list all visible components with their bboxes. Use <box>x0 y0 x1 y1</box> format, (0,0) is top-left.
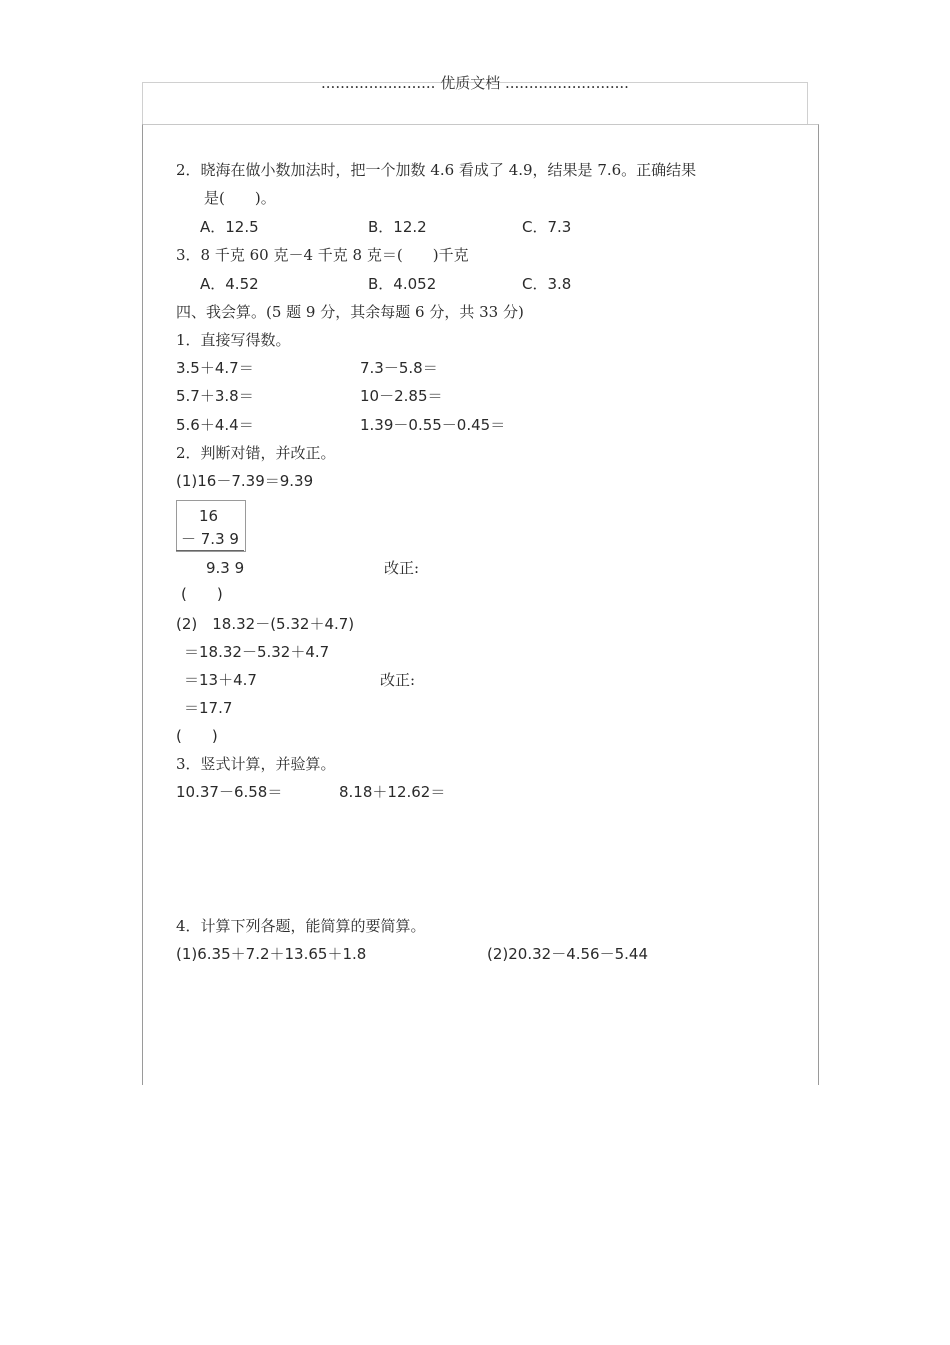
part-2-title: 2．判断对错，并改正。 <box>176 444 336 462</box>
q3-stem: 3．8 千克 60 克－4 千克 8 克＝( )千克 <box>176 246 469 264</box>
q2-stem-line2: 是( )。 <box>204 189 276 207</box>
part-3-title: 3．竖式计算，并验算。 <box>176 755 336 773</box>
oral-calc-item: 1.39－0.55－0.45＝ <box>360 416 506 434</box>
oral-calc-item: 5.6＋4.4＝ <box>176 416 254 434</box>
part-2b-line1: (2) 18.32－(5.32＋4.7) <box>176 615 355 633</box>
vertical-calc-item: 8.18＋12.62＝ <box>339 783 446 801</box>
part-2a-stem: (1)16－7.39＝9.39 <box>176 472 314 490</box>
simplify-item: (2)20.32－4.56－5.44 <box>487 945 648 963</box>
section-4-title: 四、我会算。(5 题 9 分，其余每题 6 分，共 33 分) <box>176 303 524 321</box>
q3-option-b: B．4.052 <box>368 275 437 293</box>
part-2b-line4: ＝17.7 <box>184 699 233 717</box>
simplify-item: (1)6.35＋7.2＋13.65＋1.8 <box>176 945 367 963</box>
q2-stem-line1: 2．晓海在做小数加法时，把一个加数 4.6 看成了 4.9，结果是 7.6。正确结果 <box>176 161 697 179</box>
part-2b-line2: ＝18.32－5.32＋4.7 <box>184 643 330 661</box>
oral-calc-item: 10－2.85＝ <box>360 387 443 405</box>
correction-label: 改正: <box>380 671 416 689</box>
judgement-parens: ( ) <box>181 585 223 603</box>
correction-label: 改正: <box>384 559 420 577</box>
oral-calc-item: 7.3－5.8＝ <box>360 359 438 377</box>
page-header: ........................ 优质文档 .......................... <box>321 74 629 92</box>
judgement-parens: ( ) <box>176 727 218 745</box>
vertical-calc-subtrahend: － 7.3 9 <box>181 530 239 548</box>
vertical-calc-item: 10.37－6.58＝ <box>176 783 283 801</box>
q2-option-a: A．12.5 <box>200 218 259 236</box>
part-1-title: 1．直接写得数。 <box>176 331 291 349</box>
oral-calc-item: 3.5＋4.7＝ <box>176 359 254 377</box>
q3-option-a: A．4.52 <box>200 275 259 293</box>
q3-option-c: C．3.8 <box>522 275 572 293</box>
vertical-calc-rule <box>176 550 244 551</box>
q2-option-c: C．7.3 <box>522 218 572 236</box>
content-frame <box>142 124 819 1085</box>
q2-option-b: B．12.2 <box>368 218 427 236</box>
part-4-title: 4．计算下列各题，能简算的要简算。 <box>176 917 426 935</box>
vertical-calc-top: 16 <box>199 507 219 525</box>
vertical-calc-result: 9.3 9 <box>206 559 245 577</box>
part-2b-line3: ＝13＋4.7 <box>184 671 257 689</box>
oral-calc-item: 5.7＋3.8＝ <box>176 387 254 405</box>
